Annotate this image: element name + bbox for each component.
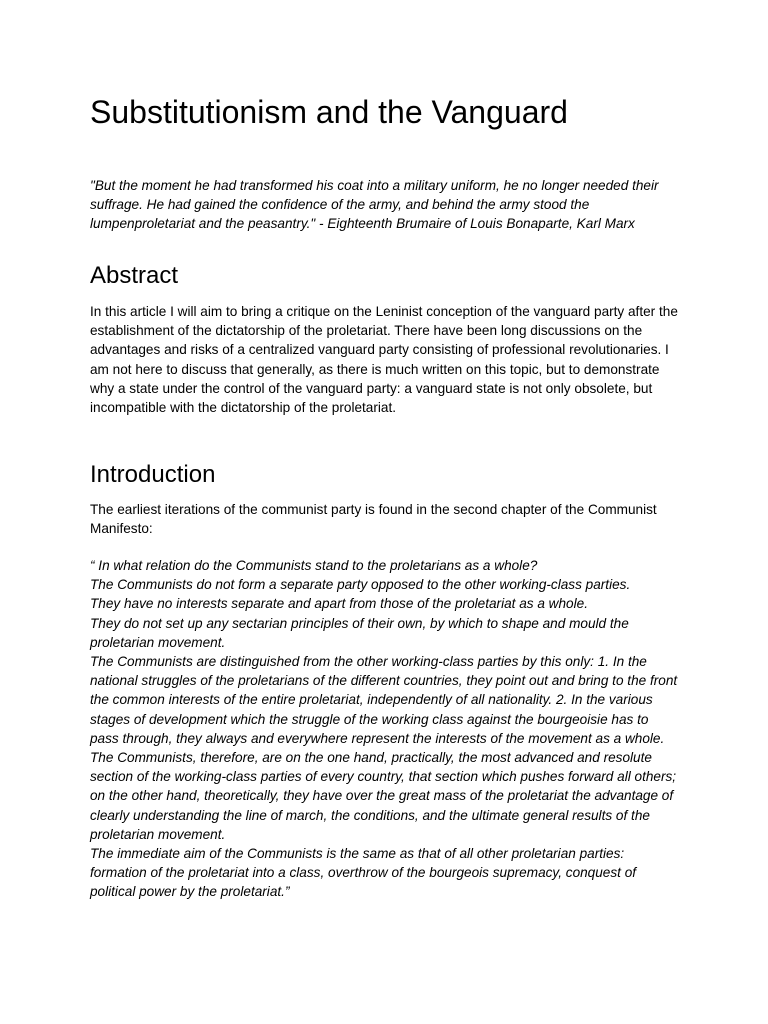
introduction-paragraph: The earliest iterations of the communist party is found in the second chapter of the Communist Manifesto: — [90, 502, 657, 537]
quote-line: They do not set up any sectarian principles of their own, by which to shape and mould the proletarian movement. — [90, 615, 629, 650]
abstract-heading: Abstract — [90, 262, 179, 289]
introduction-heading: Introduction — [90, 461, 216, 488]
manifesto-quote — [90, 556, 680, 902]
abstract-paragraph: In this article I will aim to bring a critique on the Leninist conception of the vanguard party after the establishment of the dictatorship of the proletariat. There have been long discussions on the advantages and risks of a centralized vanguard party consisting of professional revolutionaries. I am not here to discuss that generally, as there is much written on this topic, but to demonstrate why a state under the control of the vanguard party: a vanguard state is not only obsolete, but incompatible with the dictatorship of the proletariat. — [90, 304, 678, 416]
quote-line: The immediate aim of the Communists is the same as that of all other proletarian parties: formation of the proletariat into a class, overthrow of the bourgeois supremacy, conquest of political power by the proletariat.” — [90, 846, 637, 900]
quote-line: The Communists do not form a separate party opposed to the other working-class parties. — [90, 577, 631, 593]
quote-line: They have no interests separate and apart from those of the proletariat as a whole. — [90, 596, 588, 612]
epigraph-quote: "But the moment he had transformed his coat into a military uniform, he no longer needed their suffrage. He had gained the confidence of the army, and behind the army stood the lumpenproletariat and the peasantry." - Eighteenth Brumaire of Louis Bonaparte, Karl Marx — [90, 178, 659, 232]
quote-line: The Communists, therefore, are on the one hand, practically, the most advanced and resolute section of the working-class parties of every country, that section which pushes forward all others; on the other hand, theoretically, they have over the great mass of the proletariat the advantage of clearly understanding the line of march, the conditions, and the ultimate general results of the proletarian movement. — [90, 750, 677, 842]
quote-line: The Communists are distinguished from the other working-class parties by this only: 1. In the national struggles of the proletarians of the different countries, they point out and bring to the front the common interests of the entire proletariat, independently of all nationality. 2. In the various stages of development which the struggle of the working class against the bourgeoisie has to pass through, they always and everywhere represent the interests of the movement as a whole. — [90, 654, 678, 746]
quote-line: “ In what relation do the Communists stand to the proletarians as a whole? — [90, 558, 538, 573]
document-title: Substitutionism and the Vanguard — [90, 94, 568, 130]
